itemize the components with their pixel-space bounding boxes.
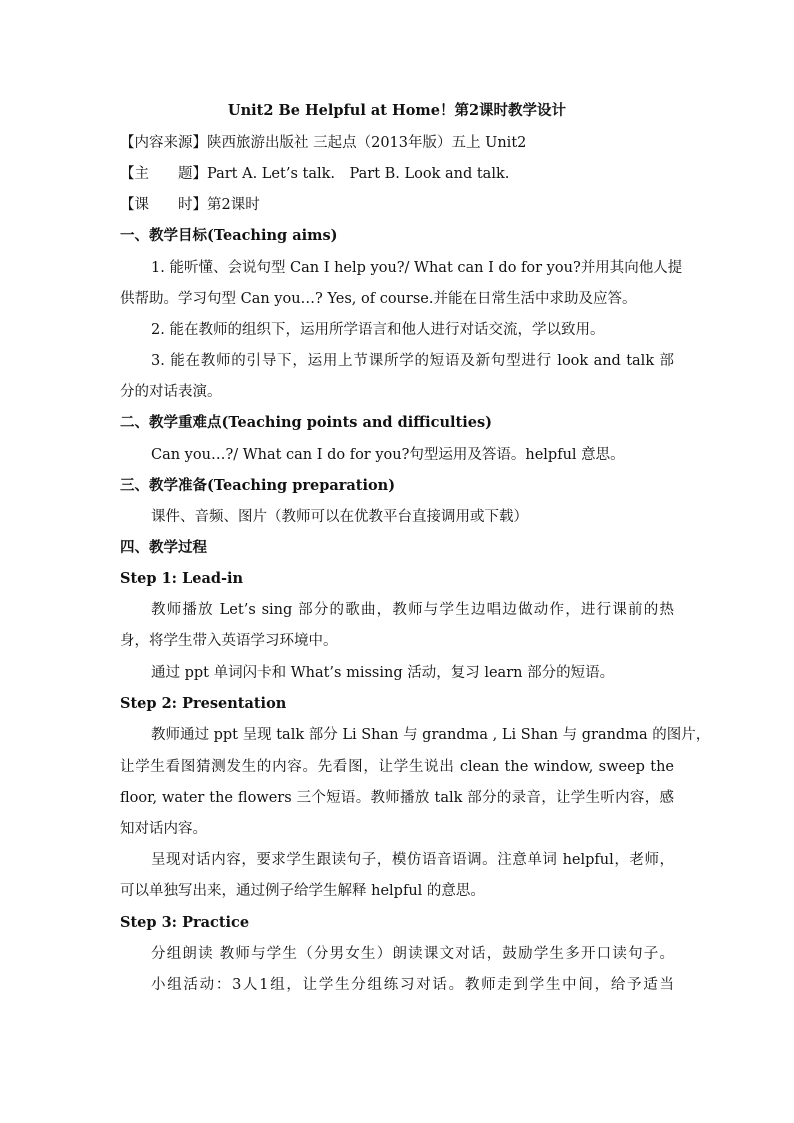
- step-1-paragraph-1-line-2: 身，将学生带入英语学习环境中。: [120, 633, 338, 649]
- step-2-paragraph-1-line-1: 教师通过 ppt 呈现 talk 部分 Li Shan 与 grandma , Li Shan 与 grandma 的图片，: [151, 727, 711, 743]
- step-2-paragraph-2-line-2: 可以单独写出来，通过例子给学生解释 helpful 的意思。: [120, 883, 485, 899]
- aim-3-line-1: 3. 能在教师的引导下，运用上节课所学的短语及新句型进行 look and talk 部: [151, 353, 674, 369]
- section-heading-preparation: 三、教学准备(Teaching preparation): [120, 477, 396, 494]
- step-2-paragraph-1-line-2: 让学生看图猜测发生的内容。先看图，让学生说出 clean the window, sweep the: [120, 759, 674, 775]
- aim-3-line-2: 分的对话表演。: [120, 384, 222, 400]
- period-line: 【课 时】第2课时: [120, 197, 260, 213]
- step-2-paragraph-2-line-1: 呈现对话内容，要求学生跟读句子，模仿语音语调。注意单词 helpful，老师，: [151, 852, 674, 868]
- aim-2: 2. 能在教师的组织下，运用所学语言和他人进行对话交流，学以致用。: [151, 322, 605, 338]
- preparation-text: 课件、音频、图片（教师可以在优教平台直接调用或下载）: [151, 509, 528, 525]
- points-text: Can you…?/ What can I do for you?句型运用及答语。helpful 意思。: [151, 447, 625, 463]
- step-3-heading: Step 3: Practice: [120, 914, 250, 931]
- step-2-paragraph-1-line-3: floor, water the flowers 三个短语。教师播放 talk 部分的录音，让学生听内容，感: [120, 790, 674, 806]
- section-heading-points: 二、教学重难点(Teaching points and difficulties): [120, 414, 493, 431]
- step-3-paragraph-2: 小组活动：3人1组，让学生分组练习对话。教师走到学生中间，给予适当: [151, 977, 674, 993]
- document-title: Unit2 Be Helpful at Home！第2课时教学设计: [227, 102, 567, 119]
- content-source: 【内容来源】陕西旅游出版社 三起点（2013年版）五上 Unit2: [120, 135, 527, 151]
- step-1-heading: Step 1: Lead-in: [120, 570, 244, 587]
- aim-1-line-1: 1. 能听懂、会说句型 Can I help you?/ What can I do for you?并用其向他人提: [151, 260, 683, 276]
- aim-1-line-2: 供帮助。学习句型 Can you…? Yes, of course.并能在日常生活中求助及应答。: [120, 291, 637, 307]
- step-2-heading: Step 2: Presentation: [120, 695, 287, 712]
- step-1-paragraph-1-line-1: 教师播放 Let’s sing 部分的歌曲，教师与学生边唱边做动作，进行课前的热: [151, 602, 674, 618]
- step-2-paragraph-1-line-4: 知对话内容。: [120, 821, 207, 837]
- step-3-paragraph-1: 分组朗读 教师与学生（分男女生）朗读课文对话，鼓励学生多开口读句子。: [151, 946, 674, 962]
- topic-line: 【主 题】Part A. Let’s talk. Part B. Look and talk.: [120, 166, 510, 182]
- step-1-paragraph-2: 通过 ppt 单词闪卡和 What’s missing 活动，复习 learn 部分的短语。: [151, 665, 615, 681]
- section-heading-process: 四、教学过程: [120, 539, 207, 556]
- section-heading-aims: 一、教学目标(Teaching aims): [120, 227, 338, 244]
